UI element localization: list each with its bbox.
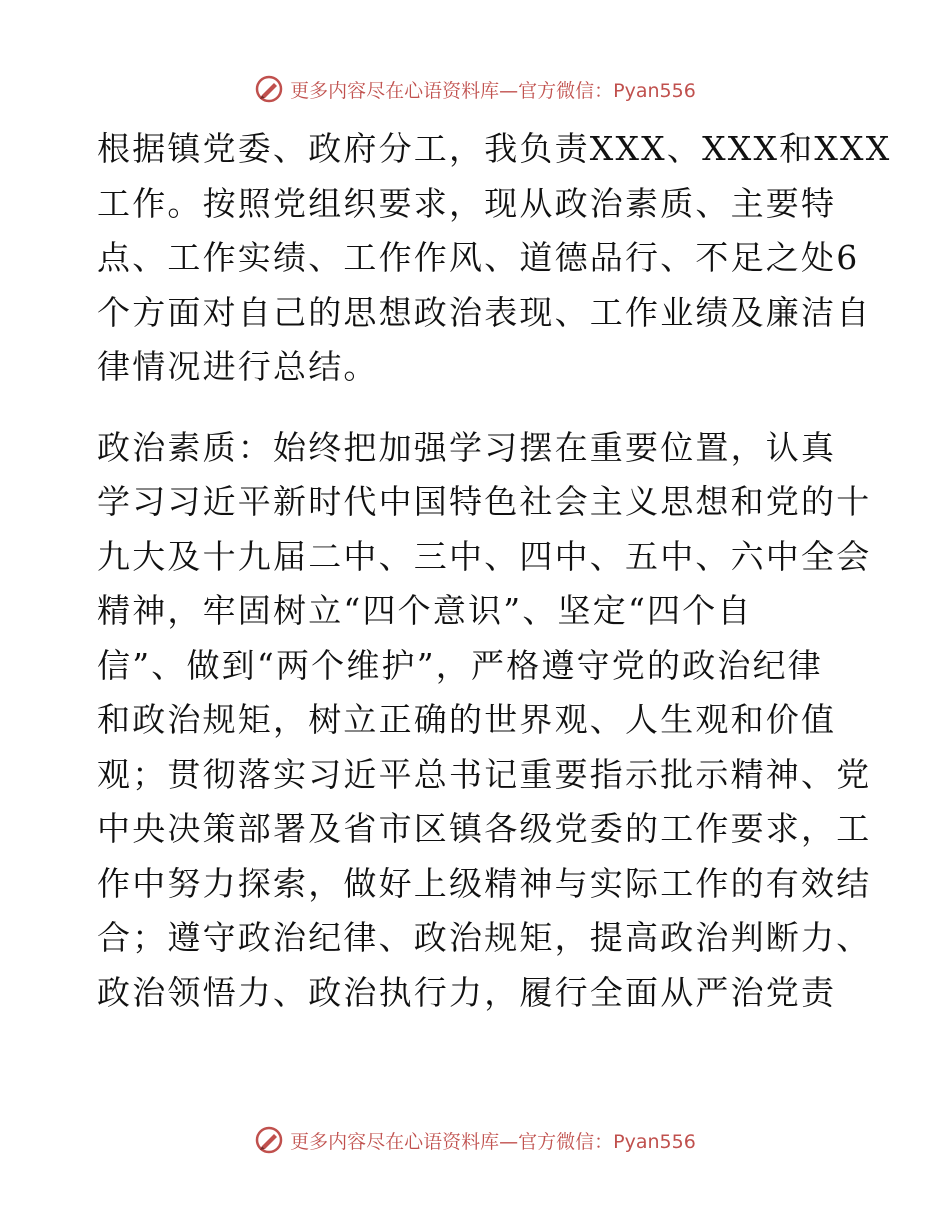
text-line: 学习习近平新时代中国特色社会主义思想和党的十 [97,482,872,521]
text-line: 精神，牢固树立“四个意识”、坚定“四个自 [97,591,753,630]
pen-logo-icon [254,74,284,104]
text-line: 工作。按照党组织要求，现从政治素质、主要特 [97,183,837,223]
text-line: 政治素质：始终把加强学习摆在重要位置，认真 [97,427,837,467]
text-line: 中央决策部署及省市区镇各级党委的工作要求，工 [97,809,872,848]
footer-banner-text: 更多内容尽在心语资料库—官方微信：Pyan556 [290,1130,696,1153]
pen-logo-icon [254,1125,284,1155]
text-line: 点、工作实绩、工作作风、道德品行、不足之处6 [97,238,860,277]
text-line: 和政治规矩，树立正确的世界观、人生观和价值 [97,700,837,739]
text-line: 信”、做到“两个维护”，严格遵守党的政治纪律 [97,645,824,685]
text-line: 个方面对自己的思想政治表现、工作业绩及廉洁自 [97,292,872,332]
text-line: 政治领悟力、政治执行力，履行全面从严治党责 [97,972,837,1012]
text-line: 九大及十九届二中、三中、四中、五中、六中全会 [97,536,872,576]
paragraph-intro [97,122,892,395]
text-line: 律情况进行总结。 [97,347,379,386]
document-body [97,122,892,1020]
text-line: 根据镇党委、政府分工，我负责XXX、XXX和XXX [97,129,892,168]
paragraph-political-quality [97,421,872,1021]
header-banner [0,74,950,104]
text-line: 观；贯彻落实习近平总书记重要指示批示精神、党 [97,754,872,794]
header-banner-text: 更多内容尽在心语资料库—官方微信：Pyan556 [290,79,696,102]
text-line: 作中努力探索，做好上级精神与实际工作的有效结 [97,863,872,903]
text-line: 合；遵守政治纪律、政治规矩，提高政治判断力、 [97,918,872,957]
footer-banner [0,1125,950,1155]
